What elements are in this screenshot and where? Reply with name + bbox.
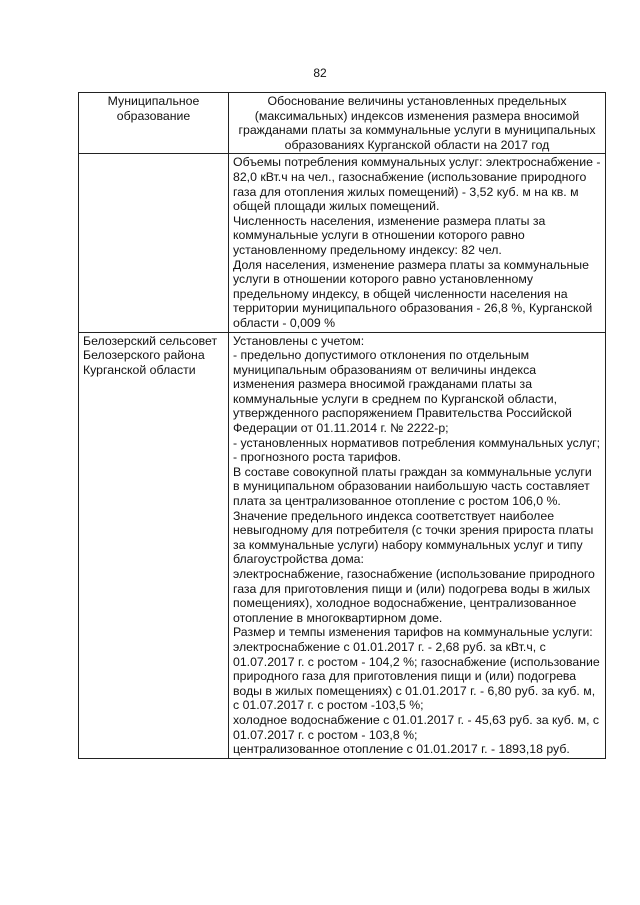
row1-justification	[229, 154, 606, 332]
row2-tariff-heading: Размер и темпы изменения тарифов на коммунальные услуги:	[233, 625, 593, 640]
row2-index-value: Значение предельного индекса соответствует наиболее невыгодному для потребителя (с точки зрения прироста платы за коммунальные услуги) набору коммунальных услуг и типу благоустройства дома:	[233, 508, 594, 567]
row2-heating-tariff: централизованное отопление с 01.01.2017 г. - 1893,18 руб.	[233, 742, 570, 757]
row2-services-set: электроснабжение, газоснабжение (использование природного газа для приготовления пищи и (или) подогрева воды в жилых помещениях), холодное водоснабжение, централизованное отопление в многоквартирном доме.	[233, 567, 595, 625]
row2-justification	[229, 332, 606, 758]
row1-municipality	[79, 154, 229, 332]
row2-cold-water-tariff: холодное водоснабжение с 01.01.2017 г. - 45,63 руб. за куб. м, с 01.07.2017 г. с ростом - 103,8 %;	[233, 712, 600, 742]
table-header-row	[79, 93, 606, 154]
table-row	[79, 154, 606, 332]
row1-population-share: Доля населения, изменение размера платы за коммунальные услуги в отношении которого равно установленному предельному индексу, в общей численности населения на территории муниципального образования - 26,8 %, Курганской области - 0,009 %	[233, 257, 593, 330]
row2-tariff-growth-item: - прогнозного роста тарифов.	[233, 450, 402, 465]
page-number: 82	[313, 66, 327, 80]
row2-established-with: Установлены с учетом:	[233, 333, 365, 348]
row1-consumption-volumes: Объемы потребления коммунальных услуг: электроснабжение - 82,0 кВт.ч на чел., газоснабжение (использование природного газа для отопления жилых помещений) - 3,52 куб. м на кв. м общей площади жилых помещений.	[233, 155, 601, 214]
header-municipality: Муниципальное образование	[79, 93, 229, 154]
header-justification: Обоснование величины установленных предельных (максимальных) индексов изменения размера вносимой гражданами платы за коммунальные услуги в муниципальных образованиях Курганской области на 2017 год	[229, 93, 606, 154]
tariff-index-table	[78, 92, 606, 759]
row1-population-count: Численность населения, изменение размера платы за коммунальные услуги в отношении которого равно установленному предельному индексу: 82 чел.	[233, 213, 546, 257]
row2-electricity-gas-tariffs: электроснабжение с 01.01.2017 г. - 2,68 руб. за кВт.ч, с 01.07.2017 г. с ростом - 104,2 %; газоснабжение (использование природного газа для приготовления пищи и (или) подогрева воды в жилых помещениях) с 01.01.2017 г. - 6,80 руб. за куб. м, с 01.07.2017 г. с ростом -103,5 %;	[233, 639, 600, 713]
row2-municipality: Белозерский сельсовет Белозерского района Курганской области	[79, 332, 229, 758]
row2-heating-share: В составе совокупной платы граждан за коммунальные услуги в муниципальном образовании наибольшую часть составляет плата за централизованное отопление с ростом 106,0 %.	[233, 464, 592, 509]
row2-norms-item: - установленных нормативов потребления коммунальных услуг;	[233, 435, 601, 450]
row2-deviation-item: - предельно допустимого отклонения по отдельным муниципальным образованиям от величины индекса изменения размера вносимой гражданами платы за коммунальные услуги в среднем по Курганской области, утвержденного распоряжением Правительства Российской Федерации от 01.11.2014 г. № 2222-р;	[233, 348, 572, 436]
table-row	[79, 332, 606, 758]
